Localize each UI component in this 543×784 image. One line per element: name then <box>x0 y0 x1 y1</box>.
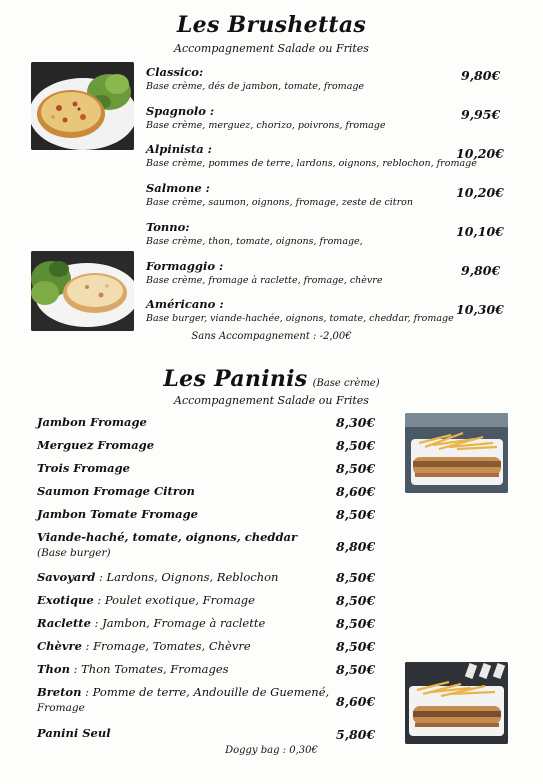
paninis-title: Les Paninis <box>163 366 308 392</box>
panini-price: 8,60€ <box>336 694 376 709</box>
panini-name: Jambon Fromage <box>37 415 147 429</box>
paninis-note: Doggy bag : 0,30€ <box>225 745 318 756</box>
panini-name: Merguez Fromage <box>37 438 155 452</box>
panini-price: 8,50€ <box>336 507 376 522</box>
paninis-title-note: (Base crème) <box>312 378 380 389</box>
brushetta-name: Classico: <box>146 65 204 79</box>
brushettas-note: Sans Accompagnement : -2,00€ <box>191 331 352 342</box>
brushetta-name: Salmone : <box>146 181 210 195</box>
panini-price: 8,50€ <box>336 461 376 476</box>
paninis-title-row <box>0 366 543 392</box>
brushettas-subtitle: Accompagnement Salade ou Frites <box>174 42 369 55</box>
brushetta-desc: Base crème, saumon, oignons, fromage, zeste de citron <box>146 197 414 208</box>
brushetta-name: Formaggio : <box>146 259 224 273</box>
brushetta-name: Alpinista : <box>146 142 212 156</box>
panini-photo-2 <box>405 662 508 744</box>
panini-price: 8,50€ <box>336 616 376 631</box>
panini-price: 8,50€ <box>336 593 376 608</box>
panini-price: 8,30€ <box>336 415 376 430</box>
brushetta-name: Tonno: <box>146 220 190 234</box>
panini-name: Breton : Pomme de terre, Andouille de Guemené, <box>37 685 330 699</box>
brushetta-price: 10,20€ <box>456 185 504 200</box>
panini-note: Fromage <box>37 702 85 714</box>
panini-price: 8,50€ <box>336 639 376 654</box>
panini-note: (Base burger) <box>37 547 111 559</box>
panini-name: Exotique : Poulet exotique, Fromage <box>37 593 255 607</box>
brushetta-price: 9,80€ <box>461 68 501 83</box>
brushetta-desc: Base crème, merguez, chorizo, poivrons, fromage <box>146 120 386 131</box>
brushettas-title: Les Brushettas <box>176 12 367 38</box>
brushetta-desc: Base crème, pommes de terre, lardons, oignons, reblochon, fromage <box>146 158 477 169</box>
paninis-subtitle: Accompagnement Salade ou Frites <box>174 394 369 407</box>
panini-name: Chèvre : Fromage, Tomates, Chèvre <box>37 639 251 653</box>
panini-name: Thon : Thon Tomates, Fromages <box>37 662 229 676</box>
brushetta-desc: Base crème, thon, tomate, oignons, fromage, <box>146 236 363 247</box>
brushetta-photo-1 <box>31 62 134 150</box>
brushetta-desc: Base burger, viande-hachée, oignons, tomate, cheddar, fromage <box>146 313 454 324</box>
panini-price: 5,80€ <box>336 727 376 742</box>
panini-price: 8,50€ <box>336 438 376 453</box>
brushetta-photo-2 <box>31 251 134 331</box>
panini-price: 8,50€ <box>336 570 376 585</box>
panini-price: 8,50€ <box>336 662 376 677</box>
panini-name: Raclette : Jambon, Fromage à raclette <box>37 616 266 630</box>
brushetta-name: Américano : <box>146 297 224 311</box>
panini-name: Saumon Fromage Citron <box>37 484 195 498</box>
brushetta-price: 9,95€ <box>461 107 501 122</box>
brushetta-price: 9,80€ <box>461 263 501 278</box>
panini-name: Viande-haché, tomate, oignons, cheddar <box>37 530 297 544</box>
panini-photo-1 <box>405 413 508 493</box>
brushetta-price: 10,30€ <box>456 302 504 317</box>
panini-price: 8,80€ <box>336 539 376 554</box>
panini-name: Jambon Tomate Fromage <box>37 507 198 521</box>
brushetta-desc: Base crème, dés de jambon, tomate, fromage <box>146 81 365 92</box>
brushetta-name: Spagnolo : <box>146 104 215 118</box>
brushetta-price: 10,10€ <box>456 224 504 239</box>
panini-name: Trois Fromage <box>37 461 130 475</box>
panini-name: Panini Seul <box>37 726 111 740</box>
panini-name: Savoyard : Lardons, Oignons, Reblochon <box>37 570 279 584</box>
brushetta-desc: Base crème, fromage à raclette, fromage, chèvre <box>146 275 383 286</box>
brushetta-price: 10,20€ <box>456 146 504 161</box>
panini-price: 8,60€ <box>336 484 376 499</box>
